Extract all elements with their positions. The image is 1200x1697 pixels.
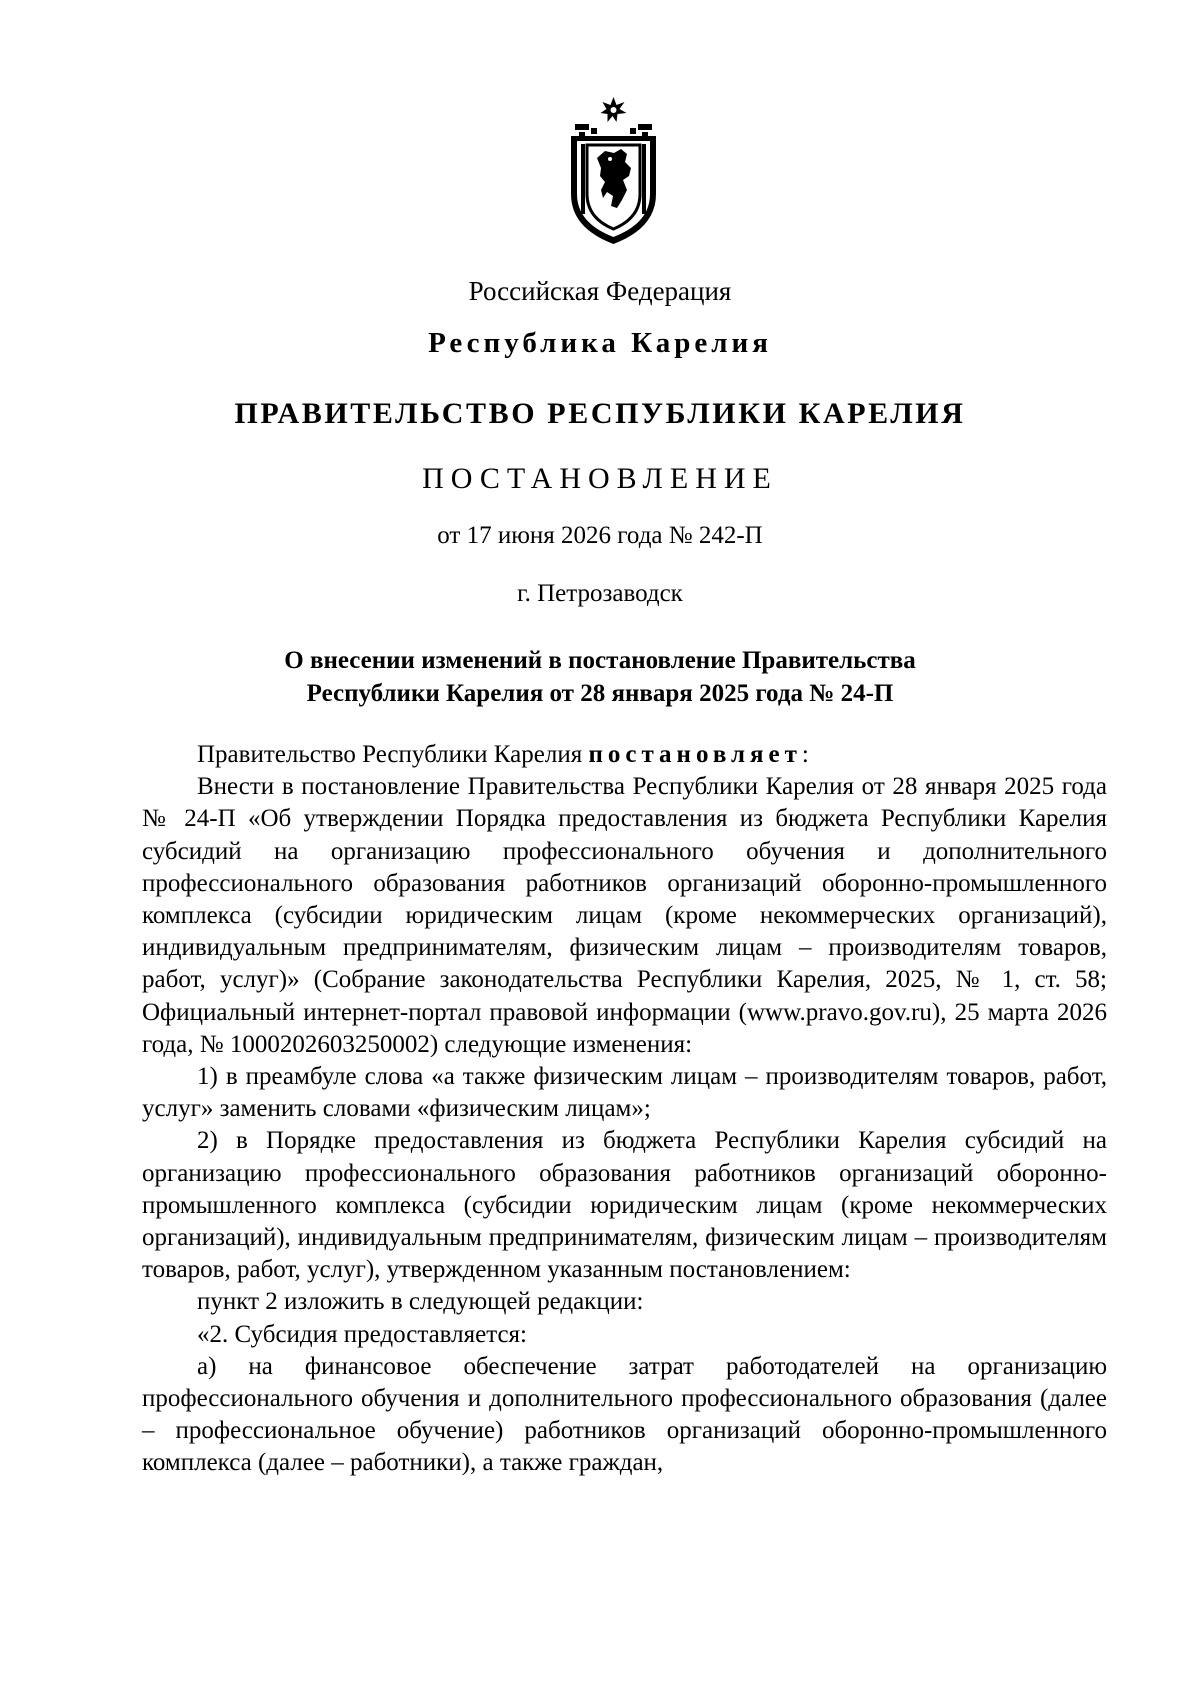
- document-title: [0, 644, 1200, 710]
- body-paragraph: «2. Субсидия предоставляется:: [197, 1320, 527, 1348]
- decree-intro: [142, 739, 1107, 771]
- body-paragraph: а) на финансовое обеспечение затрат работодателей на организацию профессионального обучения и дополнительного профессионального образования (далее – профессиональное обучение) работников организаций оборонно-промышленного комплекса (далее – работники), а также граждан,: [142, 1352, 1107, 1477]
- document-city: г. Петрозаводск: [517, 580, 683, 607]
- title-line-2: Республики Карелия от 28 января 2025 года № 24-П: [306, 680, 894, 707]
- republic-name: Республика Карелия: [428, 327, 772, 359]
- document-date-number: от 17 июня 2026 года № 242-П: [437, 522, 763, 549]
- body-paragraph: 2) в Порядке предоставления из бюджета Республики Карелия субсидий на организацию профессионального образования работников организаций оборонно-промышленного комплекса (субсидии юридическим лицам (кроме некоммерческих организаций), индивидуальным предпринимателям, физическим лицам – производителям товаров, работ, услуг), утвержденном указанным постановлением:: [142, 1127, 1107, 1284]
- title-line-1: О внесении изменений в постановление Правительства: [284, 647, 916, 674]
- document-type: ПОСТАНОВЛЕНИЕ: [422, 462, 778, 495]
- decree-verb: постановляет: [588, 741, 802, 768]
- document-body: [142, 739, 1107, 1480]
- intro-colon: :: [801, 741, 809, 768]
- intro-text: Правительство Республики Карелия: [197, 741, 589, 768]
- government-name: ПРАВИТЕЛЬСТВО РЕСПУБЛИКИ КАРЕЛИЯ: [234, 397, 966, 430]
- body-paragraph: пункт 2 изложить в следующей редакции:: [197, 1288, 644, 1316]
- body-paragraph: 1) в преамбуле слова «а также физическим лицам – производителям товаров, работ, услуг» заменить словами «физическим лицам»;: [142, 1063, 1107, 1123]
- karelia-coat-of-arms-icon: [567, 96, 660, 246]
- country-name: Российская Федерация: [468, 276, 732, 306]
- body-paragraph: Внести в постановление Правительства Республики Карелия от 28 января 2025 года № 24-П «Об утверждении Порядка предоставления из бюджета Республики Карелия субсидий на организацию профессионального обучения и дополнительного профессионального образования работников организаций оборонно-промышленного комплекса (субсидии юридическим лицам (кроме некоммерческих организаций), индивидуальным предпринимателям, физическим лицам – производителям товаров, работ, услуг)» (Собрание законодательства Республики Карелия, 2025, № 1, ст. 58; Официальный интернет-портал правовой информации (www.pravo.gov.ru), 25 марта 2026 года, № 1000202603250002) следующие изменения:: [142, 773, 1107, 1058]
